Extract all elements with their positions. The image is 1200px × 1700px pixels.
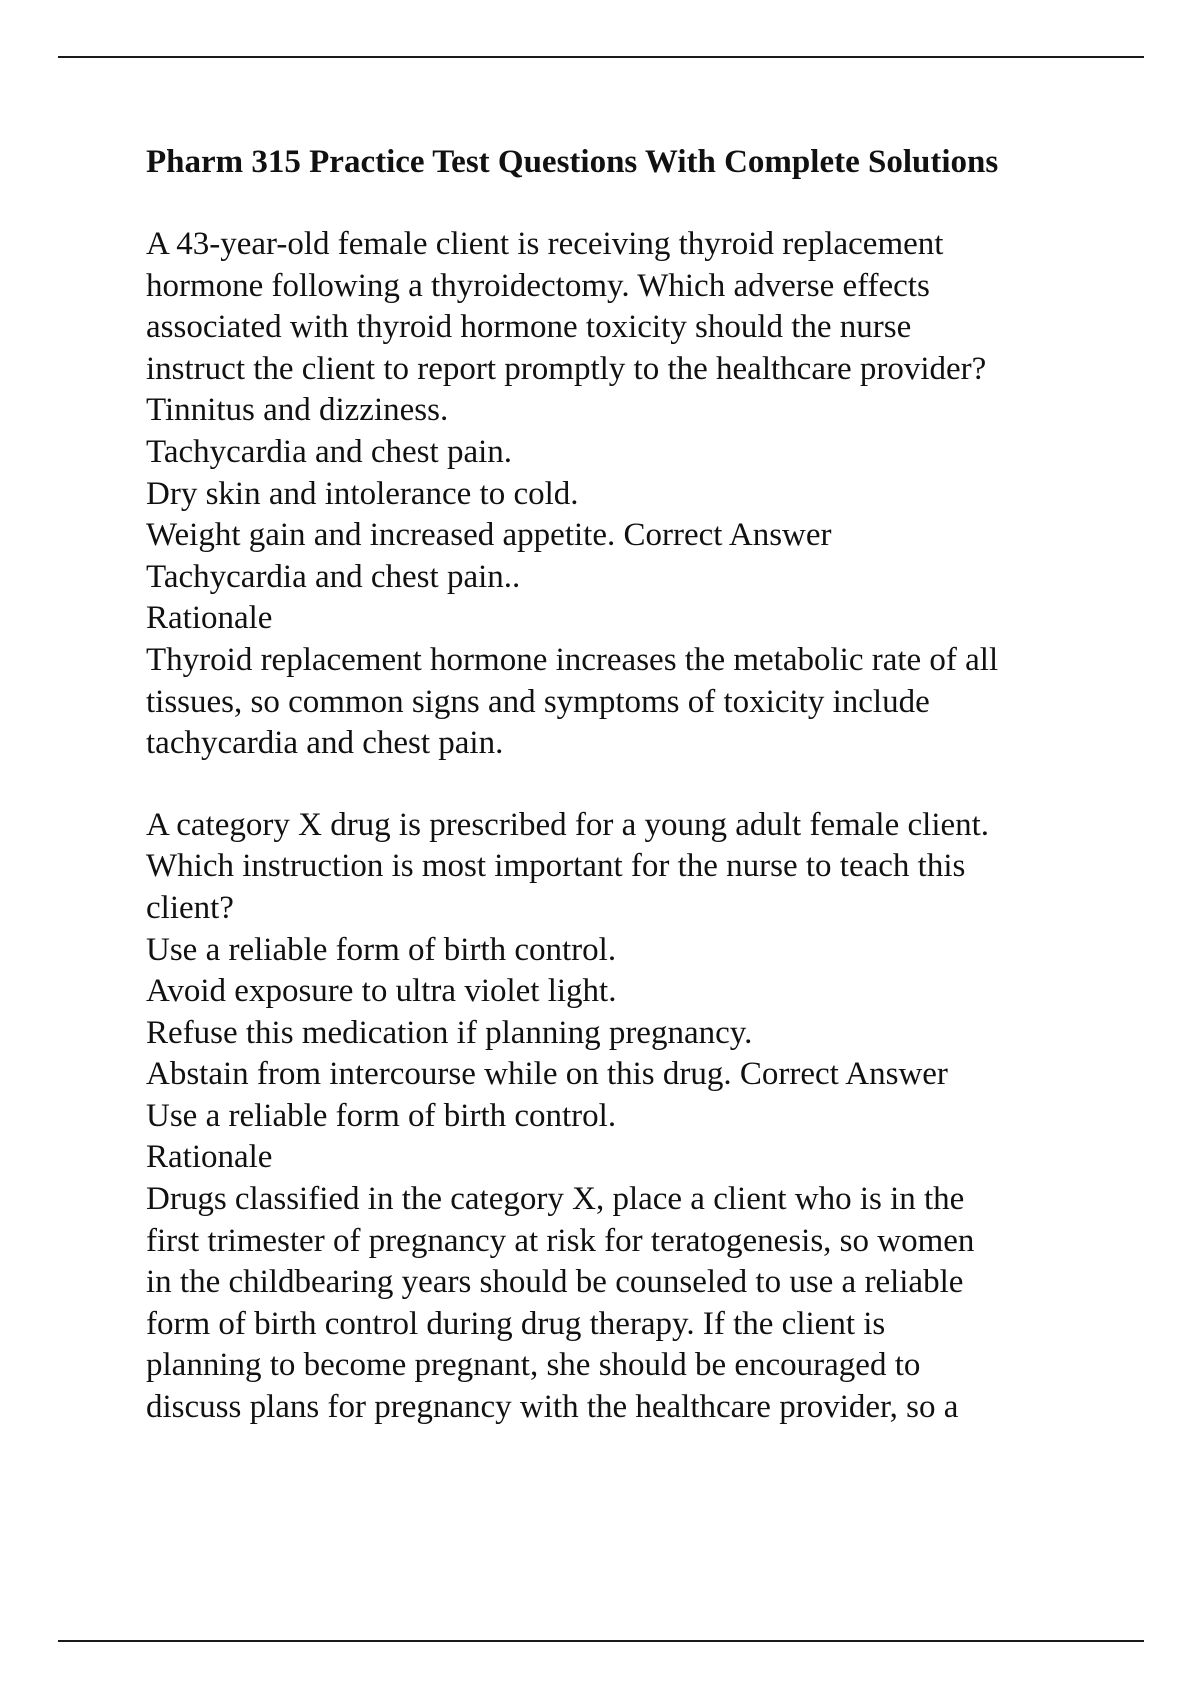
question-1-answer: Tachycardia and chest pain.. [146, 558, 521, 595]
question-block-2 [146, 805, 1146, 1429]
footer-rule [58, 1640, 1144, 1642]
question-2-line: Which instruction is most important for the nurse to teach this [146, 848, 966, 885]
document-title: Pharm 315 Practice Test Questions With Complete Solutions [146, 144, 999, 180]
question-1-line: A 43-year-old female client is receiving thyroid replacement [146, 226, 944, 262]
question-1-rationale-heading: Rationale [146, 600, 273, 637]
question-block-1 [146, 224, 1146, 765]
question-2-rationale-line: discuss plans for pregnancy with the healthcare provider, so a [146, 1389, 959, 1426]
question-2-rationale-line: Drugs classified in the category X, place a client who is in the [146, 1181, 965, 1218]
question-2-answer: Use a reliable form of birth control. [146, 1097, 617, 1134]
question-1-option: Dry skin and intolerance to cold. [146, 475, 579, 512]
question-2-option: Use a reliable form of birth control. [146, 931, 617, 968]
question-1-option: Tachycardia and chest pain. [146, 433, 513, 470]
question-1-option: Tinnitus and dizziness. [146, 392, 449, 429]
question-1-option: Weight gain and increased appetite. Correct Answer [146, 517, 832, 554]
question-2-rationale-line: first trimester of pregnancy at risk for teratogenesis, so women [146, 1222, 975, 1259]
question-1-rationale-line: tissues, so common signs and symptoms of toxicity include [146, 683, 930, 720]
question-1-line: instruct the client to report promptly to the healthcare provider? [146, 350, 987, 387]
question-1-rationale-line: Thyroid replacement hormone increases the metabolic rate of all [146, 641, 999, 678]
question-2-rationale-line: in the childbearing years should be counseled to use a reliable [146, 1264, 964, 1301]
document-body [146, 142, 1146, 1469]
question-2-line: A category X drug is prescribed for a young adult female client. [146, 806, 990, 843]
question-1-line: associated with thyroid hormone toxicity should the nurse [146, 309, 912, 346]
question-2-rationale-heading: Rationale [146, 1139, 273, 1176]
question-2-option: Avoid exposure to ultra violet light. [146, 973, 617, 1010]
question-2-rationale-line: planning to become pregnant, she should be encouraged to [146, 1347, 921, 1384]
question-2-line: client? [146, 889, 234, 926]
header-rule [58, 56, 1144, 58]
question-2-option: Refuse this medication if planning pregnancy. [146, 1014, 753, 1051]
question-1-line: hormone following a thyroidectomy. Which adverse effects [146, 267, 930, 304]
question-2-option: Abstain from intercourse while on this drug. Correct Answer [146, 1056, 948, 1093]
question-1-rationale-line: tachycardia and chest pain. [146, 725, 504, 762]
question-2-rationale-line: form of birth control during drug therapy. If the client is [146, 1305, 886, 1342]
